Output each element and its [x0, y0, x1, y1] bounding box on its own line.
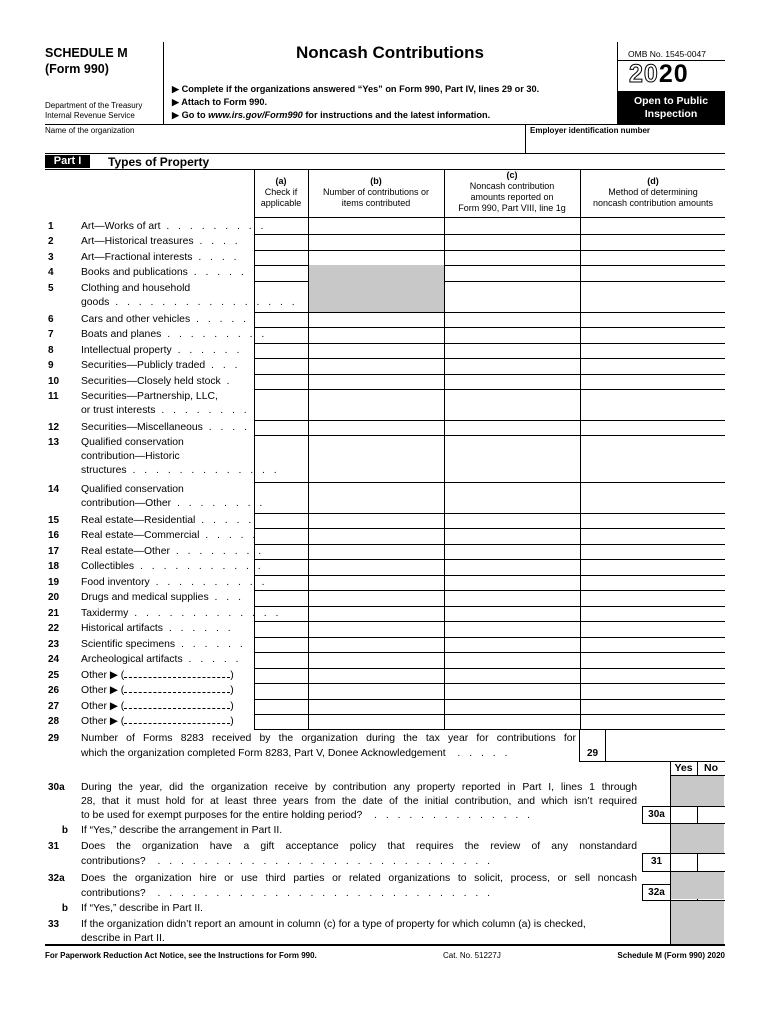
line-15-count-field[interactable] [309, 513, 444, 528]
line-14-count-field[interactable] [309, 482, 444, 513]
line-20-check-checkbox[interactable] [255, 590, 308, 606]
line-16-method-field[interactable] [581, 528, 725, 544]
line-1-number: 1 [48, 221, 54, 232]
q33-text-1: If the organization didn’t report an amount in column (c) for a type of property for which column (a) is checked, [81, 919, 586, 930]
line-21-amount-field[interactable] [445, 606, 580, 621]
line-16-check-checkbox[interactable] [255, 528, 308, 544]
line-11-number: 11 [48, 391, 59, 402]
line-15-check-checkbox[interactable] [255, 513, 308, 528]
line-15-amount-field[interactable] [445, 513, 580, 528]
q32a-text-2: contributions? . . . . . . . . . . . . . . . . . . . . . . . . . . . . . [81, 888, 494, 899]
line-28-method-field[interactable] [581, 714, 725, 729]
line-2-label-1: Art—Historical treasures . . . . [81, 236, 241, 247]
line-9-label-1: Securities—Publicly traded . . . [81, 360, 241, 371]
footer-cat-number: Cat. No. 51227J [443, 951, 501, 960]
line-26-check-checkbox[interactable] [255, 683, 308, 699]
line-23-check-checkbox[interactable] [255, 637, 308, 652]
line-9-count-field[interactable] [309, 358, 444, 374]
line-18-method-field[interactable] [581, 559, 725, 575]
line-29-text-1: Number of Forms 8283 received by the organization during the tax year for contributions for [81, 733, 576, 744]
q31-box-label: 31 [650, 856, 663, 867]
line-6-amount-field[interactable] [445, 312, 580, 327]
q32b-number: b [61, 903, 68, 914]
q32a-box-label: 32a [648, 887, 665, 898]
line-21-count-field[interactable] [309, 606, 444, 621]
col-b-header: (b) Number of contributions or items contributed [322, 176, 430, 208]
line-1-check-checkbox[interactable] [255, 219, 308, 234]
line-12-check-checkbox[interactable] [255, 420, 308, 435]
instruction-1: ▶ Complete if the organizations answered “Yes” on Form 990, Part IV, lines 29 or 30. [172, 84, 540, 94]
instruction-2: ▶ Attach to Form 990. [172, 97, 268, 107]
line-12-method-field[interactable] [581, 420, 725, 435]
q33-number: 33 [48, 919, 60, 930]
line-2-amount-field[interactable] [445, 234, 580, 250]
line-25-amount-field[interactable] [445, 668, 580, 683]
q30a-text-1: During the year, did the organization receive by contribution any property reported in Part I, lines 1 through [81, 782, 637, 793]
line-19-check-checkbox[interactable] [255, 575, 308, 590]
line-27-other-description[interactable] [124, 700, 230, 709]
line-25-check-checkbox[interactable] [255, 668, 308, 683]
line-27-label-1: Other ▶ ( ) [81, 701, 234, 712]
line-26-method-field[interactable] [581, 683, 725, 699]
q31-no-checkbox[interactable] [698, 854, 724, 870]
line-12-number: 12 [48, 422, 60, 433]
line-14-label-2: contribution—Other . . . . . . . . [81, 498, 266, 509]
line-24-label-1: Archeological artifacts . . . . . [81, 654, 242, 665]
line-17-count-field[interactable] [309, 544, 444, 559]
no-header: No [704, 762, 718, 774]
q30b-number: b [61, 825, 68, 836]
line-11-amount-field[interactable] [445, 389, 580, 420]
line-6-count-field[interactable] [309, 312, 444, 327]
line-8-label-1: Intellectual property . . . . . . [81, 345, 243, 356]
line-15-method-field[interactable] [581, 513, 725, 528]
line-2-count-field[interactable] [309, 234, 444, 250]
line-27-check-checkbox[interactable] [255, 699, 308, 714]
irs-link[interactable]: www.irs.gov/Form990 [208, 110, 303, 120]
line-18-amount-field[interactable] [445, 559, 580, 575]
line-18-label-1: Collectibles . . . . . . . . . . . [81, 561, 264, 572]
line-9-amount-field[interactable] [445, 358, 580, 374]
line-27-amount-field[interactable] [445, 699, 580, 714]
line-22-check-checkbox[interactable] [255, 621, 308, 637]
part-1-title: Types of Property [108, 155, 210, 169]
line-24-check-checkbox[interactable] [255, 652, 308, 668]
line-27-number: 27 [48, 701, 60, 712]
q30a-number: 30a [48, 782, 65, 793]
line-25-count-field[interactable] [309, 668, 444, 683]
line-3-check-checkbox[interactable] [255, 250, 308, 265]
line-10-number: 10 [48, 376, 60, 387]
line-8-number: 8 [48, 345, 54, 356]
line-18-count-field[interactable] [309, 559, 444, 575]
q31-number: 31 [48, 841, 60, 852]
line-21-number: 21 [48, 608, 60, 619]
irs-label: Internal Revenue Service [45, 111, 135, 120]
line-29-field[interactable] [606, 730, 725, 760]
line-14-number: 14 [48, 484, 60, 495]
line-17-label-1: Real estate—Other . . . . . . . . [81, 546, 265, 557]
line-28-count-field[interactable] [309, 714, 444, 729]
line-22-count-field[interactable] [309, 621, 444, 637]
line-9-number: 9 [48, 360, 54, 371]
line-9-method-field[interactable] [581, 358, 725, 374]
line-4-number: 4 [48, 267, 54, 278]
line-6-number: 6 [48, 314, 54, 325]
line-5-label-1: Clothing and household [81, 283, 191, 294]
line-13-check-checkbox[interactable] [255, 435, 308, 482]
line-29-number: 29 [48, 733, 60, 744]
line-22-method-field[interactable] [581, 621, 725, 637]
line-10-amount-field[interactable] [445, 374, 580, 389]
line-7-number: 7 [48, 329, 54, 340]
line-15-label-1: Real estate—Residential . . . . . [81, 515, 255, 526]
line-11-count-field[interactable] [309, 389, 444, 420]
line-10-check-checkbox[interactable] [255, 374, 308, 389]
line-21-label-1: Taxidermy . . . . . . . . . . . . . [81, 608, 282, 619]
line-9-check-checkbox[interactable] [255, 358, 308, 374]
line-8-check-checkbox[interactable] [255, 343, 308, 358]
line-20-label-1: Drugs and medical supplies . . . [81, 592, 244, 603]
line-6-method-field[interactable] [581, 312, 725, 327]
line-25-label-1: Other ▶ ( ) [81, 670, 234, 681]
q30a-text-2: 28, that it must hold for at least three years from the date of the initial contribution, and which isn’t required [81, 796, 637, 807]
line-26-number: 26 [48, 685, 60, 696]
col-d-header: (d) Method of determining noncash contribution amounts [592, 176, 714, 208]
q32a-number: 32a [48, 873, 65, 884]
line-7-method-field[interactable] [581, 327, 725, 343]
line-28-amount-field[interactable] [445, 714, 580, 729]
line-12-count-field[interactable] [309, 420, 444, 435]
line-16-amount-field[interactable] [445, 528, 580, 544]
q30a-text-3: to be used for exempt purposes for the entire holding period? . . . . . . . . . . . . . . [81, 810, 534, 821]
line-1-label-1: Art—Works of art . . . . . . . . . [81, 221, 267, 232]
q32a-yes-checkbox[interactable] [671, 885, 697, 899]
line-26-other-description[interactable] [124, 684, 230, 693]
line-5-count-shaded [309, 281, 444, 312]
line-4-amount-field[interactable] [445, 265, 580, 281]
tax-year: 2020 [629, 60, 689, 88]
line-13-method-field[interactable] [581, 435, 725, 482]
yes-header: Yes [674, 762, 693, 774]
footer-form-id: Schedule M (Form 990) 2020 [617, 951, 725, 960]
department-label: Department of the Treasury [45, 101, 143, 110]
line-13-label-2: contribution—Historic [81, 451, 180, 462]
line-20-count-field[interactable] [309, 590, 444, 606]
q31-text-2: contributions? . . . . . . . . . . . . . . . . . . . . . . . . . . . . . [81, 856, 494, 867]
line-26-label-1: Other ▶ ( ) [81, 685, 234, 696]
line-5-label-2: goods . . . . . . . . . . . . . . . . [81, 297, 298, 308]
q31-yes-checkbox[interactable] [671, 854, 697, 870]
line-1-amount-field[interactable] [445, 219, 580, 234]
line-5-method-field[interactable] [581, 281, 725, 312]
q33-text-2: describe in Part II. [81, 933, 165, 944]
line-23-method-field[interactable] [581, 637, 725, 652]
footer-paperwork-notice: For Paperwork Reduction Act Notice, see the Instructions for Form 990. [45, 951, 317, 960]
line-16-count-field[interactable] [309, 528, 444, 544]
line-17-number: 17 [48, 546, 60, 557]
line-24-count-field[interactable] [309, 652, 444, 668]
line-13-label-1: Qualified conservation [81, 437, 184, 448]
q30b-text: If “Yes,” describe the arrangement in Part II. [81, 825, 283, 836]
line-14-method-field[interactable] [581, 482, 725, 513]
line-12-label-1: Securities—Miscellaneous . . . . [81, 422, 250, 433]
line-23-label-1: Scientific specimens . . . . . . [81, 639, 246, 650]
q31-text-1: Does the organization have a gift acceptance policy that requires the review of any nonstandard [81, 841, 637, 852]
line-24-number: 24 [48, 654, 60, 665]
line-13-label-3: structures . . . . . . . . . . . . . [81, 465, 280, 476]
line-17-amount-field[interactable] [445, 544, 580, 559]
line-18-check-checkbox[interactable] [255, 559, 308, 575]
line-24-amount-field[interactable] [445, 652, 580, 668]
form-title: Noncash Contributions [296, 43, 484, 62]
line-23-amount-field[interactable] [445, 637, 580, 652]
line-11-label-2: or trust interests . . . . . . . . [81, 405, 250, 416]
line-17-method-field[interactable] [581, 544, 725, 559]
line-7-check-checkbox[interactable] [255, 327, 308, 343]
line-20-number: 20 [48, 592, 60, 603]
line-6-label-1: Cars and other vehicles . . . . . [81, 314, 250, 325]
q32a-no-checkbox[interactable] [698, 885, 724, 899]
line-8-method-field[interactable] [581, 343, 725, 358]
line-19-count-field[interactable] [309, 575, 444, 590]
line-24-method-field[interactable] [581, 652, 725, 668]
line-14-check-checkbox[interactable] [255, 482, 308, 513]
line-11-method-field[interactable] [581, 389, 725, 420]
line-26-amount-field[interactable] [445, 683, 580, 699]
line-3-method-field[interactable] [581, 250, 725, 265]
q32b-text: If “Yes,” describe in Part II. [81, 903, 204, 914]
line-20-amount-field[interactable] [445, 590, 580, 606]
line-12-amount-field[interactable] [445, 420, 580, 435]
line-21-check-checkbox[interactable] [255, 606, 308, 621]
line-10-label-1: Securities—Closely held stock . [81, 376, 233, 387]
line-19-amount-field[interactable] [445, 575, 580, 590]
form-number: (Form 990) [45, 62, 109, 76]
org-name-field[interactable] [45, 134, 523, 152]
line-19-label-1: Food inventory . . . . . . . . . . [81, 577, 268, 588]
line-27-method-field[interactable] [581, 699, 725, 714]
q30a-no-checkbox[interactable] [698, 807, 724, 822]
line-16-label-1: Real estate—Commercial . . . . . [81, 530, 259, 541]
line-19-method-field[interactable] [581, 575, 725, 590]
line-29-box-label: 29 [586, 748, 599, 759]
q30a-box-label: 30a [648, 809, 665, 820]
line-28-check-checkbox[interactable] [255, 714, 308, 729]
ein-label: Employer identification number [530, 126, 651, 135]
line-16-number: 16 [48, 530, 60, 541]
line-5-check-checkbox[interactable] [255, 281, 308, 312]
line-10-count-field[interactable] [309, 374, 444, 389]
line-8-count-field[interactable] [309, 343, 444, 358]
col-a-header: (a) Check if applicable [260, 176, 302, 208]
line-7-amount-field[interactable] [445, 327, 580, 343]
line-25-method-field[interactable] [581, 668, 725, 683]
open-inspection-badge: Open to Public Inspection [617, 91, 725, 124]
q30a-yes-checkbox[interactable] [671, 807, 697, 822]
org-name-label: Name of the organization [45, 126, 135, 135]
line-25-number: 25 [48, 670, 60, 681]
line-5-number: 5 [48, 283, 54, 294]
line-11-label-1: Securities—Partnership, LLC, [81, 391, 218, 402]
col-c-header: (c) Noncash contribution amounts reported on Form 990, Part VIII, line 1g [458, 170, 566, 213]
line-4-method-field[interactable] [581, 265, 725, 281]
line-5-amount-field[interactable] [445, 281, 580, 312]
line-13-number: 13 [48, 437, 60, 448]
omb-number: OMB No. 1545-0047 [628, 49, 706, 59]
line-3-label-1: Art—Fractional interests . . . . [81, 252, 240, 263]
line-21-method-field[interactable] [581, 606, 725, 621]
line-22-label-1: Historical artifacts . . . . . . [81, 623, 234, 634]
line-7-label-1: Boats and planes . . . . . . . . . [81, 329, 268, 340]
line-29-text-2: which the organization completed Form 8283, Part V, Donee Acknowledgement . . . . . [81, 748, 511, 759]
line-8-amount-field[interactable] [445, 343, 580, 358]
line-28-number: 28 [48, 716, 60, 727]
line-1-count-field[interactable] [309, 219, 444, 234]
line-23-count-field[interactable] [309, 637, 444, 652]
line-11-check-checkbox[interactable] [255, 389, 308, 420]
line-10-method-field[interactable] [581, 374, 725, 389]
line-25-other-description[interactable] [124, 669, 230, 678]
line-22-number: 22 [48, 623, 60, 634]
line-18-number: 18 [48, 561, 60, 572]
line-17-check-checkbox[interactable] [255, 544, 308, 559]
line-3-amount-field[interactable] [445, 250, 580, 265]
line-22-amount-field[interactable] [445, 621, 580, 637]
line-4-count-shaded [309, 265, 444, 281]
line-13-amount-field[interactable] [445, 435, 580, 482]
line-14-amount-field[interactable] [445, 482, 580, 513]
line-26-count-field[interactable] [309, 683, 444, 699]
line-4-check-checkbox[interactable] [255, 265, 308, 281]
line-7-count-field[interactable] [309, 327, 444, 343]
line-20-method-field[interactable] [581, 590, 725, 606]
line-27-count-field[interactable] [309, 699, 444, 714]
line-6-check-checkbox[interactable] [255, 312, 308, 327]
line-4-label-1: Books and publications . . . . . [81, 267, 247, 278]
schedule-label: SCHEDULE M [45, 46, 128, 60]
part-1-tag: Part I [45, 155, 90, 168]
q32a-text-1: Does the organization hire or use third parties or related organizations to solicit, process, or sell noncash [81, 873, 637, 884]
line-2-check-checkbox[interactable] [255, 234, 308, 250]
line-13-count-field[interactable] [309, 435, 444, 482]
line-23-number: 23 [48, 639, 60, 650]
line-2-number: 2 [48, 236, 54, 247]
line-28-label-1: Other ▶ ( ) [81, 716, 234, 727]
line-3-number: 3 [48, 252, 54, 263]
line-2-method-field[interactable] [581, 234, 725, 250]
line-28-other-description[interactable] [124, 715, 230, 724]
line-15-number: 15 [48, 515, 60, 526]
line-19-number: 19 [48, 577, 60, 588]
line-1-method-field[interactable] [581, 219, 725, 234]
line-3-count-field[interactable] [309, 250, 444, 265]
instruction-3: ▶ Go to www.irs.gov/Form990 for instructions and the latest information. [172, 110, 491, 120]
line-14-label-1: Qualified conservation [81, 484, 184, 495]
ein-field[interactable] [527, 134, 725, 152]
